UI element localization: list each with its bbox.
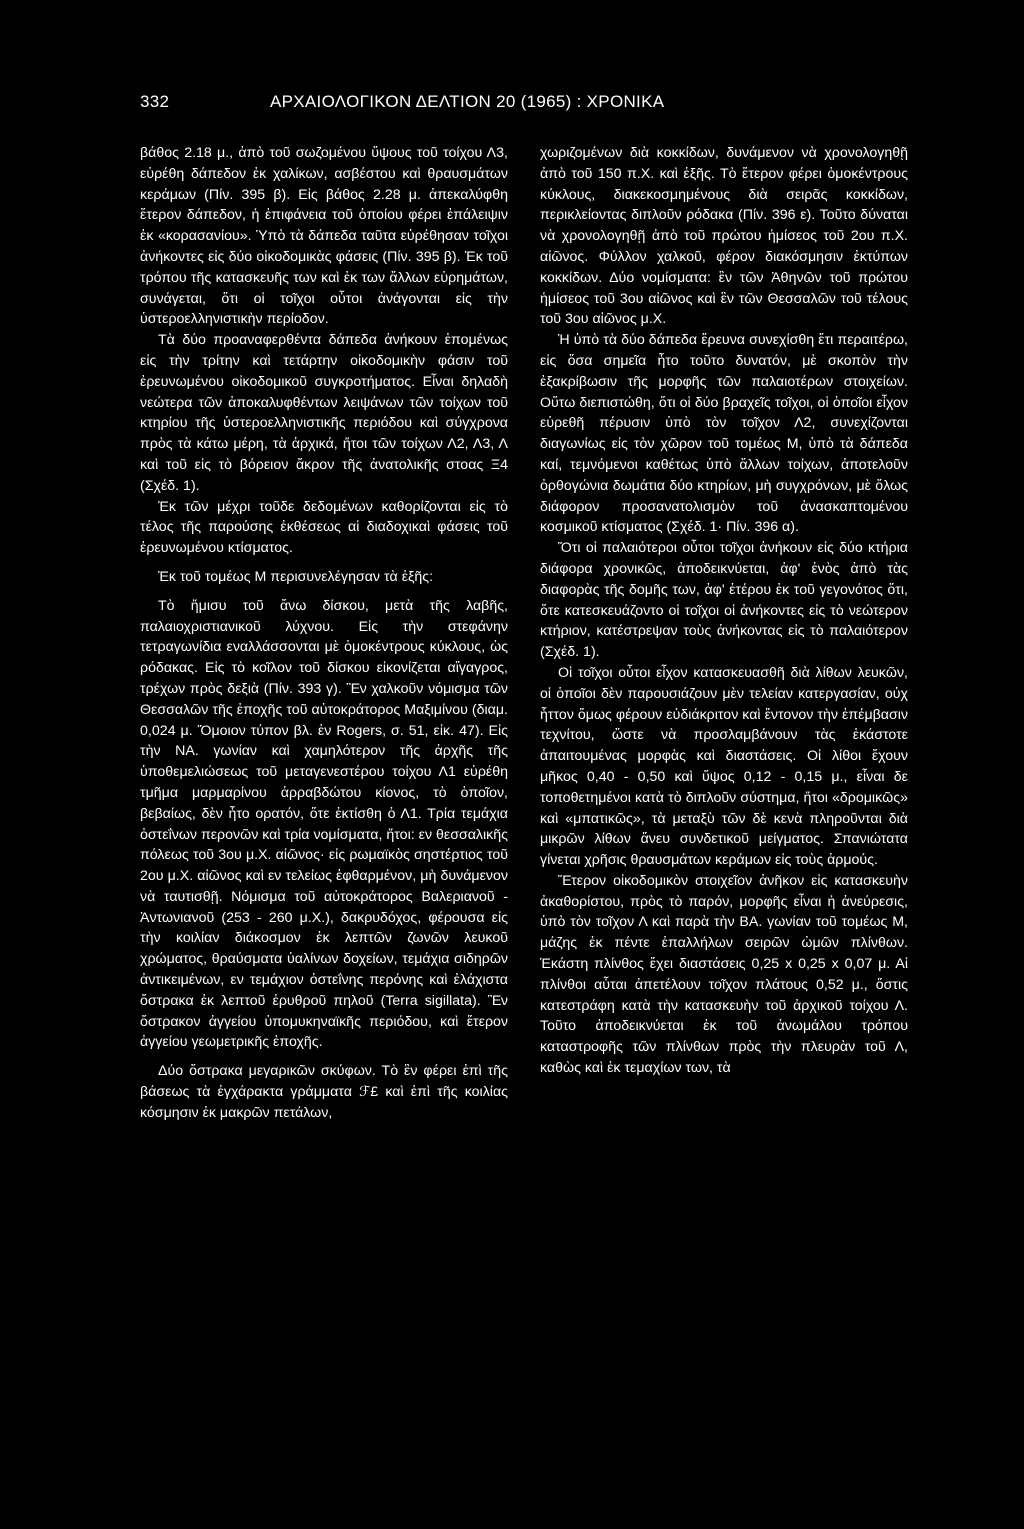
left-column xyxy=(140,143,508,1124)
paragraph: Τὰ δύο προαναφερθέντα δάπεδα ἀνήκουν ἑπομένως εἰς τὴν τρίτην καὶ τετάρτην οἰκοδομικὴν φάσιν τοῦ ἐρευνωμένου οἰκοδομικοῦ συγκροτήματος. Εἶναι δηλαδὴ νεώτερα τῶν ἀποκαλυφθέντων λειψάνων τῶν τοίχων τοῦ κτηρίου τῆς ὑστεροελληνιστικῆς περιόδου καὶ σύγχρονα πρὸς τὰ κάτω μέρη, τὰ ἀρχικά, ἤτοι τῶν τοίχων Λ2, Λ3, Λ καὶ τοῦ εἰς τὸ βόρειον ἄκρον τῆς ἀνατολικῆς στοας Ξ4 (Σχέδ. 1). xyxy=(140,332,508,494)
paragraph: Ἐκ τοῦ τομέως Μ περισυνελέγησαν τὰ ἑξῆς: xyxy=(158,568,434,585)
paragraph: Ὅτι οἱ παλαιότεροι οὗτοι τοῖχοι ἀνήκουν εἰς δύο κτήρια διάφορα χρονικῶς, ἀποδεικνύεται, ἀφ' ἑνὸς ἀπὸ τὰς διαφορὰς τῆς δομῆς των, ἀφ' ἑτέρου ἐκ τοῦ γεγονότος ὅτι, ὅτε κατεσκευάζοντο οἱ τοῖχοι οἱ ἀνήκοντες εἰς τὸ νεώτερον κτήριον, κατέστρεψαν τοὺς ἀνήκοντας εἰς τὸ παλαιότερον (Σχέδ. 1). xyxy=(540,540,908,661)
right-column xyxy=(540,143,908,1079)
paragraph: Ἐκ τῶν μέχρι τοῦδε δεδομένων καθορίζονται εἰς τὸ τέλος τῆς παρούσης ἐκθέσεως αἱ διαδοχικαὶ φάσεις τοῦ ἐρευνωμένου κτίσματος. xyxy=(140,498,508,557)
paragraph: Δύο ὄστρακα μεγαρικῶν σκύφων. Τὸ ἓν φέρει ἐπὶ τῆς βάσεως τὰ ἐγχάρακτα γράμματα ℱ£ καὶ ἐπὶ τῆς κοιλίας κόσμησιν ἐκ μακρῶν πετάλων, xyxy=(140,1063,508,1121)
paragraph: Ἕτερον οἰκοδομικὸν στοιχεῖον ἀνῆκον εἰς κατασκευὴν ἀκαθορίστου, πρὸς τὸ παρόν, μορφῆς εἶναι ἡ ἀνεύρεσις, ὑπὸ τὸν τοῖχον Λ καὶ παρὰ τὴν ΒΑ. γωνίαν τοῦ τομέως Μ, μάζης ἐκ πέντε ἐπαλλήλων σειρῶν ὠμῶν πλίνθων. Ἑκάστη πλίνθος ἔχει διαστάσεις 0,25 x 0,25 x 0,07 μ. Αἱ πλίνθοι αὗται ἀπετέλουν τοῖχον πλάτους 0,52 μ., ὅστις κατεστράφη κατὰ τὴν κατασκευὴν τοῦ ἀρχικοῦ τοίχου Λ. Τοῦτο ἀποδεικνύεται ἐκ τοῦ ἀνωμάλου τρόπου καταστροφῆς τῶν πλίνθων πρὸς τὴν πλευρὰν τοῦ Λ, καθὼς καὶ ἐκ τεμαχίων των, τὰ xyxy=(540,872,908,1077)
page-number: 332 xyxy=(140,92,170,111)
paragraph: Τὸ ἥμισυ τοῦ ἄνω δίσκου, μετὰ τῆς λαβῆς, παλαιοχριστιανικοῦ λύχνου. Εἰς τὴν στεφάνην τετραγωνίδια εναλλάσσονται μὲ ὁμοκέντρους κύκλους, ὡς ρόδακας. Εἰς τὸ κοῖλον τοῦ δίσκου εἰκονίζεται αἴγαγρος, τρέχων πρὸς δεξιὰ (Πίν. 393 γ). Ἓν χαλκοῦν νόμισμα τῶν Θεσσαλῶν τῆς ἐποχῆς τοῦ αὐτοκράτορος Μαξιμίνου (διαμ. 0,024 μ. Ὅμοιον τύπον βλ. ἐν Rogers, σ. 51, εἰκ. 47). Εἰς τὴν ΝΑ. γωνίαν καὶ χαμηλότερον τῆς ἀρχῆς τῆς ὑποθεμελιώσεως τοῦ μεταγενεστέρου τοίχου Λ1 εὑρέθη τμῆμα μαρμαρίνου ἀρραβδώτου κίονος, τὸ ὁποῖον, βεβαίως, δὲν ἦτο ορατόν, ὅτε ἐκτίσθη ὁ Λ1. Τρία τεμάχια ὀστεΐνων περονῶν καὶ τρία νομίσματα, ἤτοι: εν θεσσαλικῆς πόλεως τοῦ 3ου μ.Χ. αἰῶνος· εἰς ρωμαϊκὸς σηστέρτιος τοῦ 2ου μ.Χ. αἰῶνος καὶ εν τελείως ἐφθαρμένον, μὴ δυνάμενον νὰ ταυτισθῇ. Νόμισμα τοῦ αὐτοκράτορος Βαλεριανοῦ - Ἀντωνιανοῦ (253 - 260 μ.Χ.), δακρυδόχος, φέρουσα εἰς τὴν κοιλίαν διάκοσμον ἐκ λεπτῶν ζωνῶν λευκοῦ χρώματος, θραύσματα ὑαλίνων δοχείων, τεμάχια σιδηρῶν ἀντικειμένων, εν τεμάχιον ὀστεΐνης περόνης καὶ ἐλάχιστα ὄστρακα ἐκ λεπτοῦ ἐρυθροῦ πηλοῦ (Terra sigillata). Ἓν ὄστρακον ἀγγείου ὑπομυκηναϊκῆς περιόδου, καὶ ἕτερον ἀγγείου γεωμετρικῆς ἐποχῆς. xyxy=(140,597,508,1051)
paragraph: Ἡ ὑπὸ τὰ δύο δάπεδα ἔρευνα συνεχίσθη ἔτι περαιτέρω, εἰς ὅσα σημεῖα ἦτο τοῦτο δυνατόν, μὲ σκοπὸν τὴν ἐξακρίβωσιν τῆς μορφῆς τῶν παλαιοτέρων στοιχείων. Οὕτω διεπιστώθη, ὅτι οἱ δύο βραχεῖς τοῖχοι, οἱ ὁποῖοι εἶχον εὑρεθῆ πέρυσιν ὑπὸ τὸν τοῖχον Λ2, συνεχίζονται διαγωνίως εἰς τὸν χῶρον τοῦ τομέως Μ, ὑπὸ τὰ δάπεδα καί, τεμνόμενοι καθέτως ὑπὸ ἄλλων τοίχων, ἀποτελοῦν ὀρθογώνια δωμάτια δύο κτηρίων, μὴ συγχρόνων, μὲ ὅλως διάφορον προσανατολισμὸν τοῦ ἀνασκαπτομένου κοσμικοῦ κτίσματος (Σχέδ. 1· Πίν. 396 α). xyxy=(540,332,908,536)
paragraph: βάθος 2.18 μ., ἀπὸ τοῦ σωζομένου ὕψους τοῦ τοίχου Λ3, εὑρέθη δάπεδον ἐκ χαλίκων, ασβέστου καὶ θραυσμάτων κεράμων (Πίν. 395 β). Εἰς βάθος 2.28 μ. ἀπεκαλύφθη ἕτερον δάπεδον, ἡ ἐπιφάνεια τοῦ ὁποίου φέρει ἐπάλειψιν ἐκ «κορασανίου». Ὑπὸ τὰ δάπεδα ταῦτα εὑρέθησαν τοῖχοι ἀνήκοντες εἰς δύο οἰκοδομικὰς φάσεις (Πίν. 395 β). Ἐκ τοῦ τρόπου τῆς κατασκευῆς των καὶ ἐκ των ἄλλων εὑρημάτων, συνάγεται, ὅτι οἱ τοῖχοι οὗτοι ἀνάγονται εἰς τὴν ὑστεροελληνιστικὴν περίοδον. xyxy=(140,145,508,328)
paragraph: χωριζομένων διὰ κοκκίδων, δυνάμενον νὰ χρονολογηθῇ ἀπὸ τοῦ 150 π.Χ. καὶ ἑξῆς. Τὸ ἕτερον φέρει ὁμοκέντρους κύκλους, διακεκοσμημένους διὰ σειρᾶς κοκκίδων, περικλείοντας διπλοῦν ρόδακα (Πίν. 396 ε). Τοῦτο δύναται νὰ χρονολογηθῇ ἀπὸ τοῦ πρώτου ἡμίσεος τοῦ 2ου π.Χ. αἰῶνος. Φύλλον χαλκοῦ, φέρον διακόσμησιν ἐκτύπων κοκκίδων. Δύο νομίσματα: ἓν τῶν Ἀθηνῶν τοῦ πρώτου ἡμίσεος τοῦ 3ου αἰῶνος καὶ ἓν τῶν Θεσσαλῶν τοῦ τέλους τοῦ 3ου αἰῶνος μ.Χ. xyxy=(540,145,908,328)
paragraph: Οἱ τοῖχοι οὗτοι εἶχον κατασκευασθῆ διὰ λίθων λευκῶν, οἱ ὁποῖοι δὲν παρουσιάζουν μὲν τελείαν κατεργασίαν, οὐχ ἧττον ὅμως φέρουν εὐδιάκριτον καὶ ἔντονον τὴν ἐπέμβασιν τεχνίτου, ὥστε νὰ προσλαμβάνουν τὰς ἑκάστοτε ἀπαιτουμένας μορφὰς καὶ διαστάσεις. Οἱ λίθοι ἔχουν μῆκος 0,40 - 0,50 καὶ ὕψος 0,12 - 0,15 μ., εἶναι δε τοποθετημένοι κατὰ τὸ διπλοῦν σύστημα, ἤτοι «δρομικῶς» καὶ «μπατικῶς», τὰ μεταξὺ τῶν δὲ κενὰ πληροῦνται διὰ μικρῶν λίθων ἄνευ συνδετικοῦ μείγματος. Σπανιώτατα γίνεται χρῆσις θραυσμάτων κεράμων εἰς τοὺς ἁρμούς. xyxy=(540,664,908,869)
running-title: ΑΡΧΑΙΟΛΟΓΙΚΟΝ ΔΕΛΤΙΟΝ 20 (1965) : ΧΡΟΝΙΚΑ xyxy=(270,92,665,111)
